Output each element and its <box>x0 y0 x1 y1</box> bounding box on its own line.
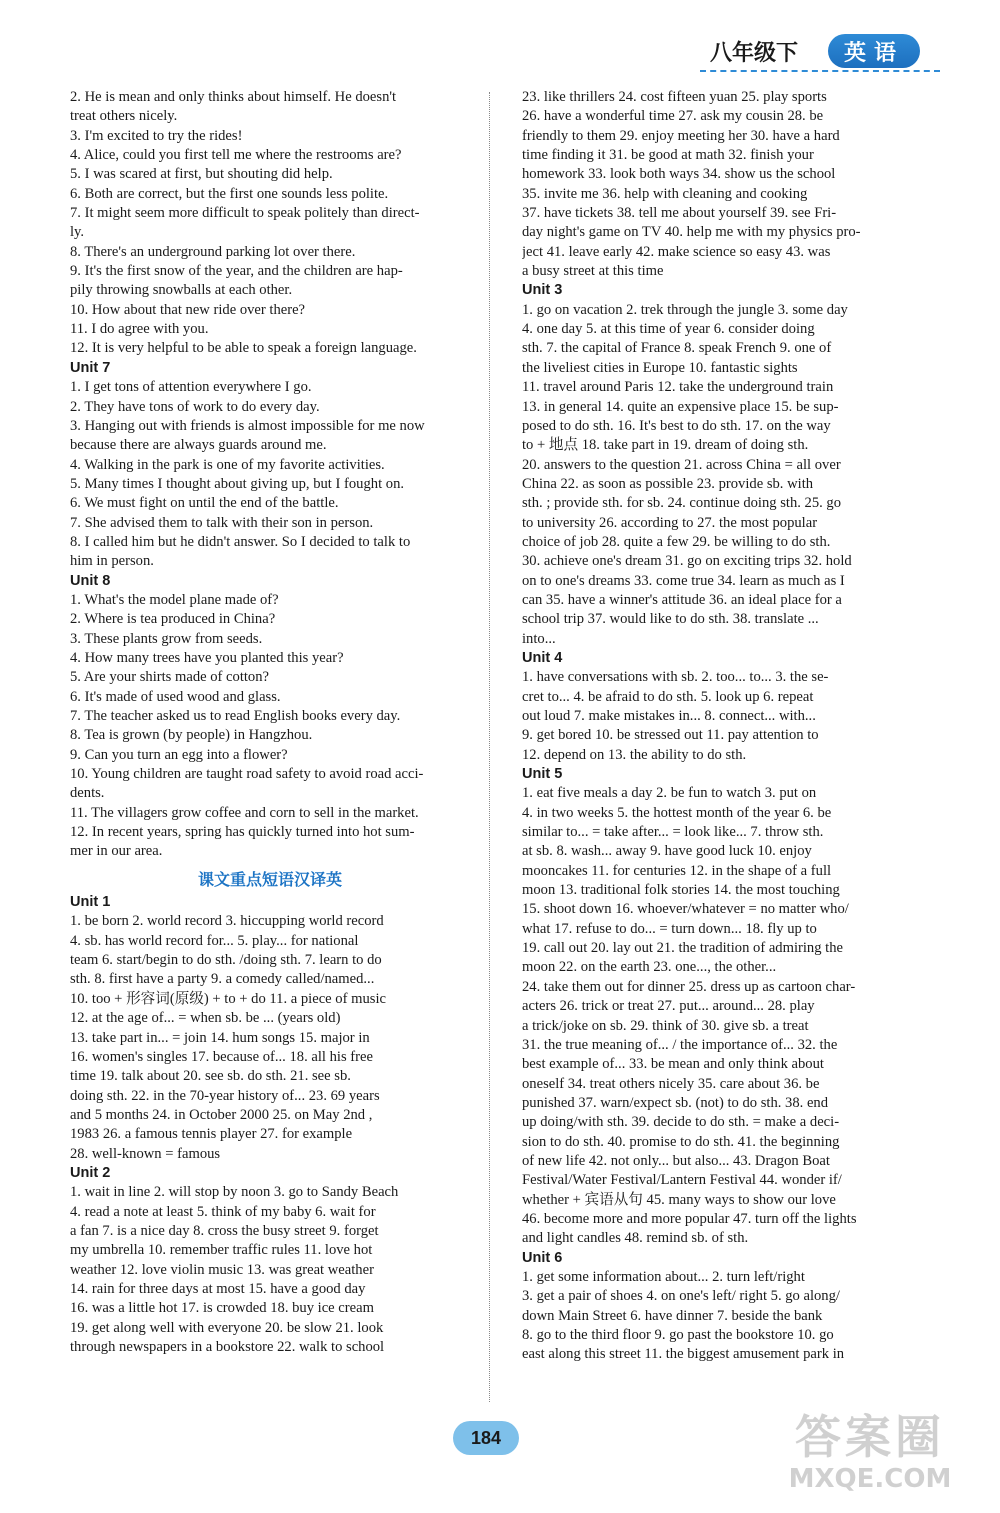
text-line: 2. Where is tea produced in China? <box>70 611 276 628</box>
text-line: out loud 7. make mistakes in... 8. connect... with... <box>522 708 816 724</box>
text-line: mer in our area. <box>70 843 163 860</box>
text-line: 4. How many trees have you planted this year? <box>70 649 344 666</box>
text-line: 9. Can you turn an egg into a flower? <box>70 746 288 763</box>
text-line: 19. call out 20. lay out 21. the tradition of admiring the <box>522 940 843 957</box>
text-line: 6. It's made of used wood and glass. <box>70 688 281 705</box>
text-line: dents. <box>70 785 105 802</box>
text-line: 3. These plants grow from seeds. <box>70 630 263 647</box>
text-line: choice of job 28. quite a few 29. be willing to do sth. <box>522 533 831 550</box>
text-line: sth. ; provide sth. for sb. 24. continue doing sth. 25. go <box>522 495 842 512</box>
text-line: 37. have tickets 38. tell me about yourself 39. see Fri- <box>522 205 837 222</box>
text-line: 8. go to the third floor 9. go past the bookstore 10. go <box>522 1327 834 1343</box>
text-line: 4. Walking in the park is one of my favorite activities. <box>70 456 385 473</box>
text-line: 6. We must fight on until the end of the battle. <box>70 495 339 512</box>
text-line: 19. get along well with everyone 20. be slow 21. look <box>70 1319 384 1336</box>
text-line: 4. in two weeks 5. the hottest month of the year 6. be <box>522 804 832 821</box>
text-line: into... <box>522 630 556 647</box>
text-line: friendly to them 29. enjoy meeting her 30. have a hard <box>522 127 840 144</box>
text-line: 20. answers to the question 21. across China = all over <box>522 456 841 473</box>
text-line: sth. 8. first have a party 9. a comedy called/named... <box>70 971 375 988</box>
text-line: 2. They have tons of work to do every day. <box>70 398 320 415</box>
text-line: a trick/joke on sb. 29. think of 30. give sb. a treat <box>522 1017 809 1034</box>
text-line: 6. Both are correct, but the first one sounds less polite. <box>70 185 389 202</box>
subject-badge: 英语 <box>828 34 920 68</box>
text-line: 15. shoot down 16. whoever/whatever = no matter who/ <box>522 901 849 918</box>
text-line: 3. I'm excited to try the rides! <box>70 127 243 144</box>
watermark-url: MXQE.COM <box>788 1464 952 1494</box>
text-line: east along this street 11. the biggest amusement park in <box>522 1346 845 1363</box>
column-divider <box>489 92 490 1402</box>
text-line: 5. I was scared at first, but shouting did help. <box>70 166 333 183</box>
text-line: 24. take them out for dinner 25. dress up as cartoon char- <box>522 978 856 995</box>
text-line: 28. well-known = famous <box>70 1145 221 1162</box>
text-line: because there are always guards around me. <box>70 437 327 454</box>
text-line: and light candles 48. remind sb. of sth. <box>522 1230 749 1247</box>
text-line: of new life 42. not only... but also... 43. Dragon Boat <box>522 1152 830 1169</box>
text-line: 11. travel around Paris 12. take the underground train <box>522 379 834 396</box>
unit-heading: Unit 6 <box>522 1249 563 1266</box>
text-line: to + 地点 18. take part in 19. dream of doing sth. <box>522 437 809 454</box>
text-line: 14. rain for three days at most 15. have a good day <box>70 1280 366 1297</box>
text-line: ly. <box>70 224 85 241</box>
text-line: up doing/with sth. 39. decide to do sth. = make a deci- <box>522 1114 840 1131</box>
text-line: Festival/Water Festival/Lantern Festival 44. wonder if/ <box>522 1172 842 1189</box>
text-line: cret to... 4. be afraid to do sth. 5. look up 6. repeat <box>522 688 814 705</box>
unit-heading: Unit 2 <box>70 1164 111 1181</box>
unit-heading: Unit 7 <box>70 359 111 376</box>
text-line: 7. She advised them to talk with their son in person. <box>70 514 374 531</box>
text-line: 1. get some information about... 2. turn left/right <box>522 1268 805 1285</box>
text-line: 23. like thrillers 24. cost fifteen yuan 25. play sports <box>522 89 827 105</box>
text-line: a fan 7. is a nice day 8. cross the busy street 9. forget <box>70 1222 379 1239</box>
text-line: 4. sb. has world record for... 5. play... for national <box>70 932 359 949</box>
text-line: through newspapers in a bookstore 22. walk to school <box>70 1339 385 1355</box>
text-line: 1. have conversations with sb. 2. too... to... 3. the se- <box>522 669 829 686</box>
text-line: what 17. refuse to do... = turn down... 18. fly up to <box>522 920 817 937</box>
text-line: 7. It might seem more difficult to speak politely than direct- <box>70 205 420 222</box>
text-line: 16. women's singles 17. because of... 18. all his free <box>70 1048 373 1065</box>
text-line: posed to do sth. 16. It's best to do sth. 17. on the way <box>522 417 831 434</box>
text-line: 10. How about that new ride over there? <box>70 301 306 318</box>
text-line: my umbrella 10. remember traffic rules 11. love hot <box>70 1242 373 1259</box>
text-line: punished 37. warn/expect sb. (not) to do sth. 38. end <box>522 1094 829 1111</box>
text-line: 4. read a note at least 5. think of my baby 6. wait for <box>70 1203 376 1220</box>
text-line: 31. the true meaning of... / the importance of... 32. the <box>522 1036 838 1053</box>
text-line: time finding it 31. be good at math 32. finish your <box>522 147 814 164</box>
text-line: 9. It's the first snow of the year, and the children are hap- <box>70 263 403 280</box>
text-line: the liveliest cities in Europe 10. fantastic sights <box>522 359 798 376</box>
text-line: 4. one day 5. at this time of year 6. consider doing <box>522 321 815 338</box>
text-line: 1. go on vacation 2. trek through the jungle 3. some day <box>522 301 848 318</box>
right-column <box>522 88 926 1365</box>
text-line: 8. There's an underground parking lot over there. <box>70 243 356 260</box>
text-line: 8. Tea is grown (by people) in Hangzhou. <box>70 727 313 744</box>
text-line: down Main Street 6. have dinner 7. beside the bank <box>522 1307 823 1324</box>
text-line: moon 13. traditional folk stories 14. the most touching <box>522 882 840 899</box>
text-line: oneself 34. treat others nicely 35. care about 36. be <box>522 1075 820 1092</box>
text-line: 10. Young children are taught road safety to avoid road acci- <box>70 766 424 783</box>
unit-heading: Unit 4 <box>522 649 563 666</box>
unit-heading: Unit 5 <box>522 766 563 783</box>
text-line: on to one's dreams 33. come true 34. learn as much as I <box>522 572 845 589</box>
text-line: 12. at the age of... = when sb. be ... (years old) <box>70 1010 341 1027</box>
text-line: him in person. <box>70 553 154 570</box>
text-line: 12. In recent years, spring has quickly turned into hot sum- <box>70 824 415 841</box>
text-line: at sb. 8. wash... away 9. have good luck 10. enjoy <box>522 843 812 860</box>
text-line: sth. 7. the capital of France 8. speak French 9. one of <box>522 340 832 357</box>
section-heading: 课文重点短语汉译英 <box>197 869 342 889</box>
text-line: 1. I get tons of attention everywhere I go. <box>70 379 312 396</box>
text-line: ject 41. leave early 42. make science so easy 43. was <box>522 243 831 260</box>
text-line: 7. The teacher asked us to read English books every day. <box>70 708 401 724</box>
text-line: 12. depend on 13. the ability to do sth. <box>522 746 747 763</box>
text-line: 5. Are your shirts made of cotton? <box>70 669 269 686</box>
text-line: homework 33. look both ways 34. show us the school <box>522 166 836 183</box>
text-line: 30. achieve one's dream 31. go on exciting trips 32. hold <box>522 553 852 570</box>
text-line: time 19. talk about 20. see sb. do sth. 21. see sb. <box>70 1068 351 1085</box>
text-line: day night's game on TV 40. help me with my physics pro- <box>522 224 861 241</box>
text-line: sion to do sth. 40. promise to do sth. 41. the beginning <box>522 1133 840 1150</box>
text-line: 16. was a little hot 17. is crowded 18. buy ice cream <box>70 1300 374 1317</box>
text-line: team 6. start/begin to do sth. /doing sth. 7. learn to do <box>70 952 382 969</box>
text-line: 1983 26. a famous tennis player 27. for example <box>70 1126 353 1143</box>
page-number: 184 <box>453 1421 519 1455</box>
text-line: 3. Hanging out with friends is almost impossible for me now <box>70 417 425 434</box>
text-line: 1. eat five meals a day 2. be fun to watch 3. put on <box>522 785 817 802</box>
text-line: 1. be born 2. world record 3. hiccupping world record <box>70 913 384 930</box>
text-line: 12. It is very helpful to be able to speak a foreign language. <box>70 340 417 357</box>
text-line: a busy street at this time <box>522 263 664 280</box>
watermark <box>770 1410 970 1500</box>
text-line: to university 26. according to 27. the most popular <box>522 514 818 531</box>
text-line: weather 12. love violin music 13. was great weather <box>70 1261 374 1278</box>
text-line: can 35. have a winner's attitude 36. an ideal place for a <box>522 591 842 608</box>
text-line: 1. wait in line 2. will stop by noon 3. go to Sandy Beach <box>70 1184 399 1201</box>
text-line: similar to... = take after... = look like... 7. throw sth. <box>522 824 824 841</box>
text-line: pily throwing snowballs at each other. <box>70 282 293 299</box>
text-line: 35. invite me 36. help with cleaning and cooking <box>522 185 808 202</box>
text-line: 1. What's the model plane made of? <box>70 591 279 608</box>
unit-heading: Unit 8 <box>70 572 111 589</box>
text-line: whether + 宾语从句 45. many ways to show our love <box>522 1191 836 1208</box>
text-line: 10. too + 形容词(原级) + to + do 11. a piece of music <box>70 990 386 1007</box>
text-line: school trip 37. would like to do sth. 38. translate ... <box>522 611 819 628</box>
text-line: 46. become more and more popular 47. turn off the lights <box>522 1210 857 1227</box>
text-line: and 5 months 24. in October 2000 25. on May 2nd , <box>70 1106 373 1123</box>
watermark-logo: 答案圈 <box>795 1410 945 1464</box>
text-line: acters 26. trick or treat 27. put... around... 28. play <box>522 998 815 1015</box>
text-line: 11. The villagers grow coffee and corn to sell in the market. <box>70 804 419 821</box>
text-line: 13. in general 14. quite an expensive place 15. be sup- <box>522 398 839 415</box>
unit-heading: Unit 1 <box>70 894 111 911</box>
text-line: 9. get bored 10. be stressed out 11. pay attention to <box>522 727 819 744</box>
text-line: moon 22. on the earth 23. one..., the other... <box>522 959 777 976</box>
grade-label: 八年级下 <box>710 41 799 66</box>
text-line: best example of... 33. be mean and only think about <box>522 1056 824 1073</box>
text-line: 26. have a wonderful time 27. ask my cousin 28. be <box>522 108 824 125</box>
text-line: 4. Alice, could you first tell me where the restrooms are? <box>70 147 402 164</box>
text-line: 3. get a pair of shoes 4. on one's left/ right 5. go along/ <box>522 1288 840 1305</box>
text-line: treat others nicely. <box>70 108 178 125</box>
text-line: 8. I called him but he didn't answer. So I decided to talk to <box>70 533 411 550</box>
text-line: 11. I do agree with you. <box>70 321 209 338</box>
left-column <box>70 88 470 1357</box>
text-line: 2. He is mean and only thinks about himself. He doesn't <box>70 89 397 105</box>
text-line: 13. take part in... = join 14. hum songs 15. major in <box>70 1029 370 1046</box>
text-line: China 22. as soon as possible 23. provide sb. with <box>522 475 814 492</box>
text-line: mooncakes 11. for centuries 12. in the shape of a full <box>522 862 832 879</box>
text-line: doing sth. 22. in the 70-year history of... 23. 69 years <box>70 1087 380 1104</box>
header-rule <box>700 70 940 74</box>
text-line: 5. Many times I thought about giving up, but I fought on. <box>70 475 405 492</box>
unit-heading: Unit 3 <box>522 282 563 299</box>
